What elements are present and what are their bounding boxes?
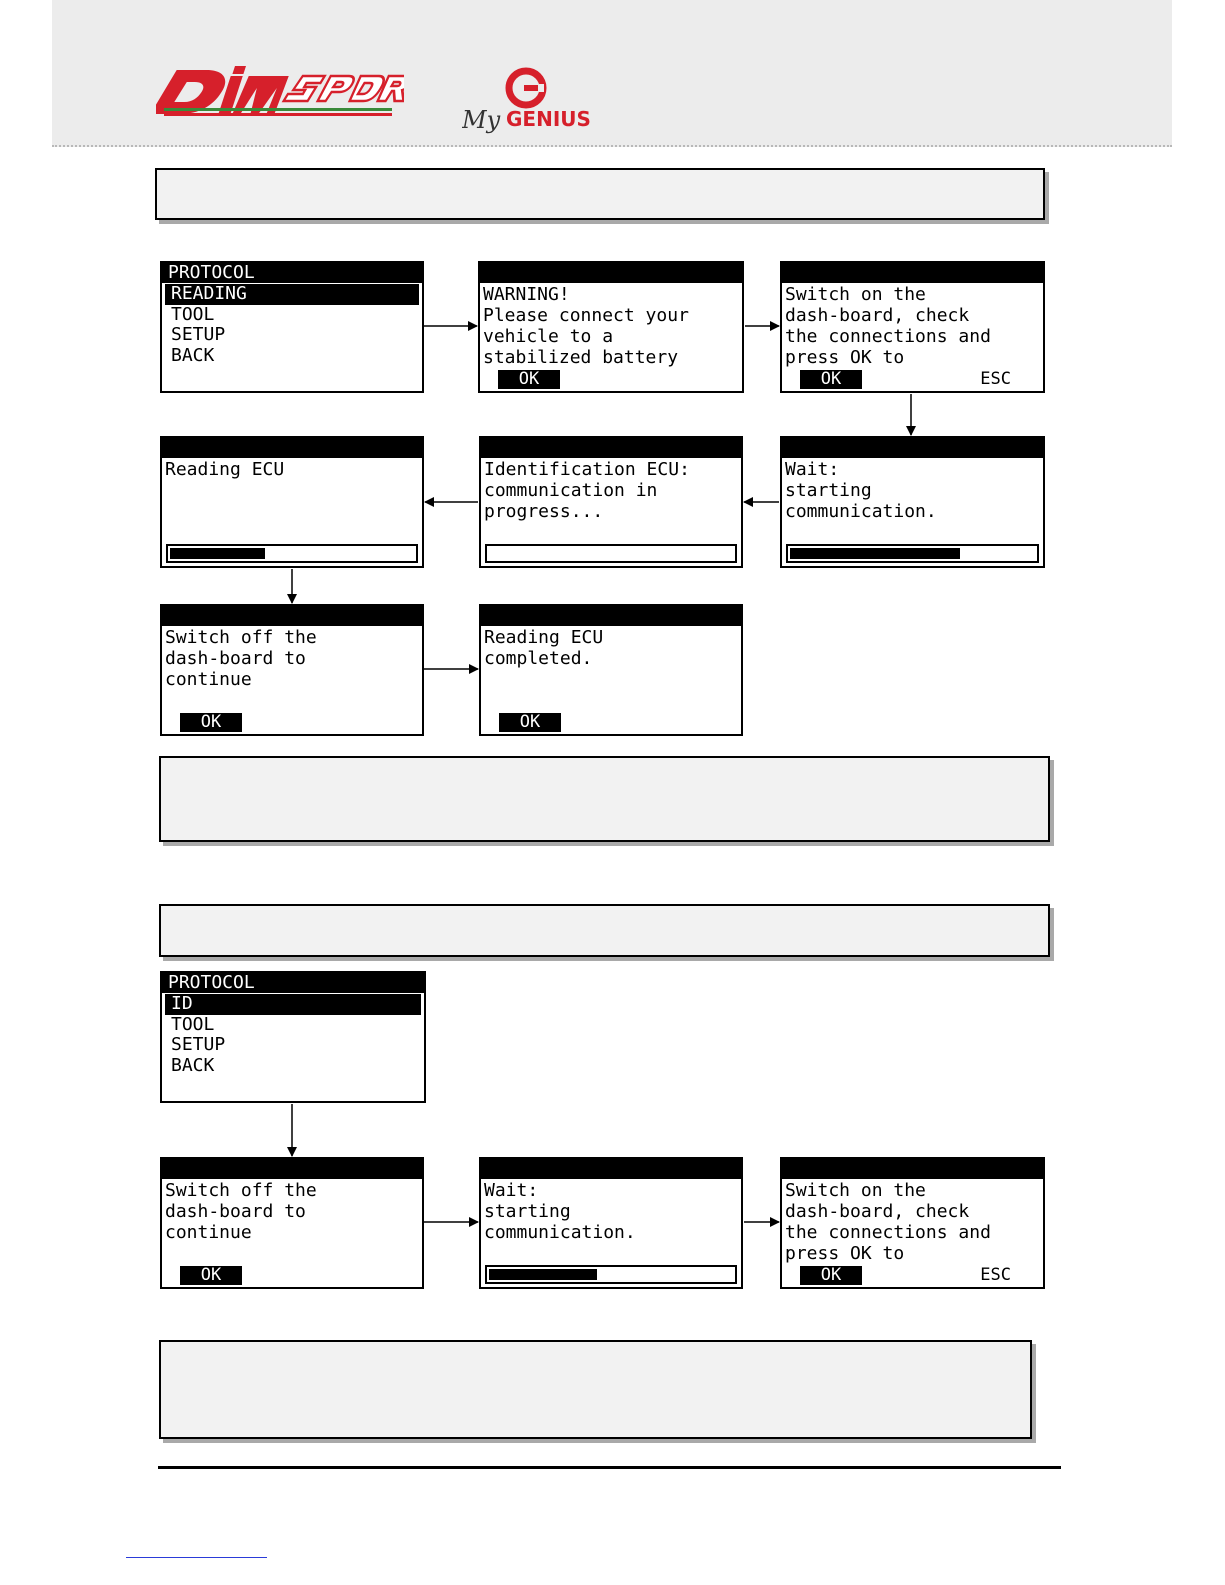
esc-button[interactable]: ESC <box>980 1265 1011 1285</box>
screen-message: WARNING! Please connect your vehicle to a stabilized battery <box>483 284 689 368</box>
screen-title: PROTOCOL <box>162 973 424 993</box>
menu-item-tool[interactable]: TOOL <box>171 1013 215 1035</box>
ok-button[interactable]: OK <box>180 713 242 732</box>
screen-message: Switch on the dash-board, check the connections and press OK to <box>785 284 991 368</box>
menu-item-back[interactable]: BACK <box>171 344 215 366</box>
menu-item-reading[interactable]: READING <box>165 284 419 305</box>
screen-message: Switch off the dash-board to continue <box>165 1180 317 1243</box>
screen-message: Switch on the dash-board, check the connections and press OK to <box>785 1180 991 1264</box>
screen-message: Wait: starting communication. <box>484 1180 636 1243</box>
menu-item-setup[interactable]: SETUP <box>171 324 226 345</box>
footer-divider <box>158 1466 1061 1469</box>
menu-item-id[interactable]: ID <box>165 994 421 1015</box>
screen-message: Reading ECU completed. <box>484 627 604 669</box>
menu-item-setup[interactable]: SETUP <box>171 1034 226 1055</box>
screen-message: Identification ECU: communication in progress... <box>484 459 690 522</box>
esc-button[interactable]: ESC <box>980 369 1011 389</box>
screen-message: Switch off the dash-board to continue <box>165 627 317 690</box>
ok-button[interactable]: OK <box>180 1266 242 1285</box>
ok-button[interactable]: OK <box>800 1266 862 1285</box>
screen-title: PROTOCOL <box>162 263 422 283</box>
ok-button[interactable]: OK <box>498 370 560 389</box>
svg-text:My: My <box>462 106 501 134</box>
ok-button[interactable]: OK <box>800 370 862 389</box>
menu-item-back[interactable]: BACK <box>171 1054 215 1076</box>
screen-message: Reading ECU <box>165 459 285 480</box>
ok-button[interactable]: OK <box>499 713 561 732</box>
footer-link-underline[interactable] <box>126 1557 267 1558</box>
svg-text:GENIUS: GENIUS <box>506 107 591 131</box>
screen-message: Wait: starting communication. <box>785 459 937 522</box>
menu-item-tool[interactable]: TOOL <box>171 303 215 325</box>
